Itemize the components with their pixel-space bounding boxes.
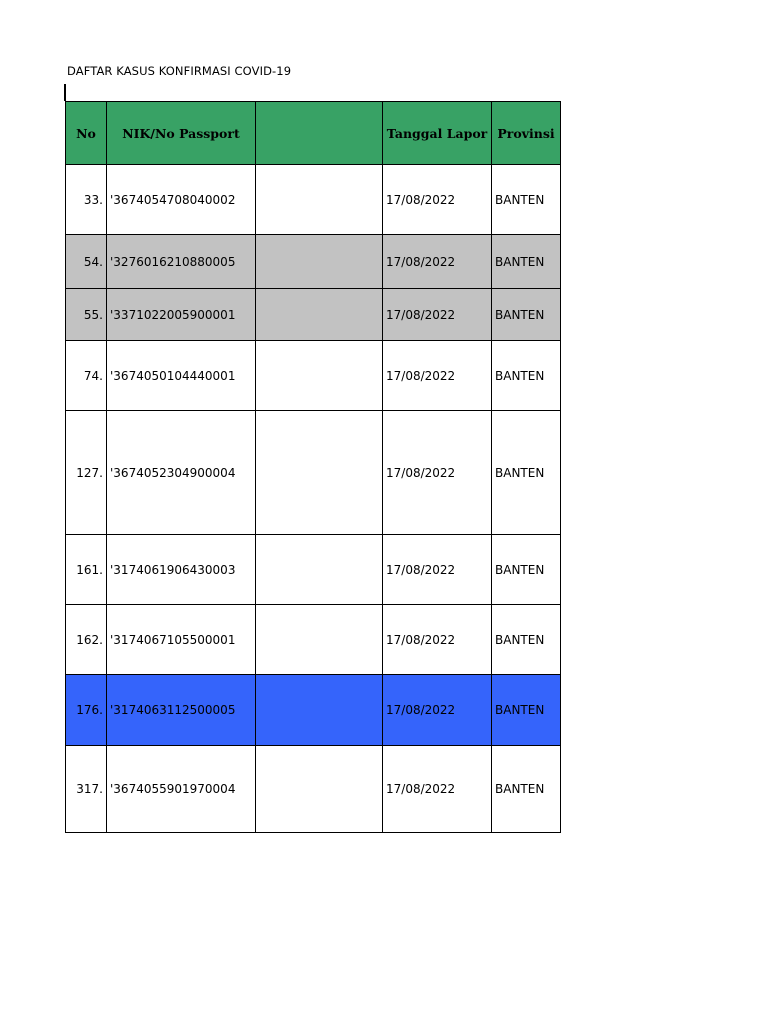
cell-tanggal-lapor: 17/08/2022 xyxy=(383,165,492,235)
cell-tanggal-lapor: 17/08/2022 xyxy=(383,746,492,833)
table-row xyxy=(66,675,561,746)
cell-blank xyxy=(256,341,383,411)
cell-provinsi: BANTEN xyxy=(492,746,561,833)
cell-nik: '3674054708040002 xyxy=(107,165,256,235)
cell-provinsi: BANTEN xyxy=(492,411,561,535)
table-row xyxy=(66,165,561,235)
cell-no: 127. xyxy=(66,411,107,535)
cell-no: 54. xyxy=(66,235,107,289)
header-tanggal-lapor: Tanggal Lapor xyxy=(383,102,492,165)
cell-tanggal-lapor: 17/08/2022 xyxy=(383,675,492,746)
header-provinsi: Provinsi xyxy=(492,102,561,165)
cell-blank xyxy=(256,235,383,289)
table-row xyxy=(66,341,561,411)
cell-tanggal-lapor: 17/08/2022 xyxy=(383,341,492,411)
cell-no: 33. xyxy=(66,165,107,235)
covid-cases-table xyxy=(65,101,561,833)
cell-nik: '3674050104440001 xyxy=(107,341,256,411)
cell-blank xyxy=(256,675,383,746)
cell-blank xyxy=(256,746,383,833)
cell-provinsi: BANTEN xyxy=(492,535,561,605)
cell-provinsi: BANTEN xyxy=(492,605,561,675)
cell-no: 55. xyxy=(66,289,107,341)
cell-provinsi: BANTEN xyxy=(492,165,561,235)
cell-provinsi: BANTEN xyxy=(492,235,561,289)
cell-blank xyxy=(256,165,383,235)
cell-nik: '3174063112500005 xyxy=(107,675,256,746)
cell-blank xyxy=(256,411,383,535)
cell-nik: '3371022005900001 xyxy=(107,289,256,341)
table-header-row xyxy=(66,102,561,165)
cell-nik: '3674055901970004 xyxy=(107,746,256,833)
table-row xyxy=(66,535,561,605)
table-row xyxy=(66,746,561,833)
header-nik: NIK/No Passport xyxy=(107,102,256,165)
cell-blank xyxy=(256,289,383,341)
table-row xyxy=(66,411,561,535)
text-cursor xyxy=(64,84,66,101)
cell-blank xyxy=(256,535,383,605)
cell-nik: '3674052304900004 xyxy=(107,411,256,535)
cell-tanggal-lapor: 17/08/2022 xyxy=(383,535,492,605)
cell-provinsi: BANTEN xyxy=(492,341,561,411)
header-blank xyxy=(256,102,383,165)
cell-tanggal-lapor: 17/08/2022 xyxy=(383,605,492,675)
cell-no: 161. xyxy=(66,535,107,605)
cell-tanggal-lapor: 17/08/2022 xyxy=(383,235,492,289)
table-row xyxy=(66,289,561,341)
cell-tanggal-lapor: 17/08/2022 xyxy=(383,411,492,535)
cell-no: 74. xyxy=(66,341,107,411)
cell-no: 162. xyxy=(66,605,107,675)
table-row xyxy=(66,235,561,289)
cell-provinsi: BANTEN xyxy=(492,289,561,341)
cell-blank xyxy=(256,605,383,675)
cell-provinsi: BANTEN xyxy=(492,675,561,746)
cell-nik: '3174067105500001 xyxy=(107,605,256,675)
cell-nik: '3174061906430003 xyxy=(107,535,256,605)
cell-nik: '3276016210880005 xyxy=(107,235,256,289)
cell-no: 176. xyxy=(66,675,107,746)
cell-tanggal-lapor: 17/08/2022 xyxy=(383,289,492,341)
cell-no: 317. xyxy=(66,746,107,833)
table-row xyxy=(66,605,561,675)
document-title: DAFTAR KASUS KONFIRMASI COVID-19 xyxy=(67,64,292,78)
header-no: No xyxy=(66,102,107,165)
